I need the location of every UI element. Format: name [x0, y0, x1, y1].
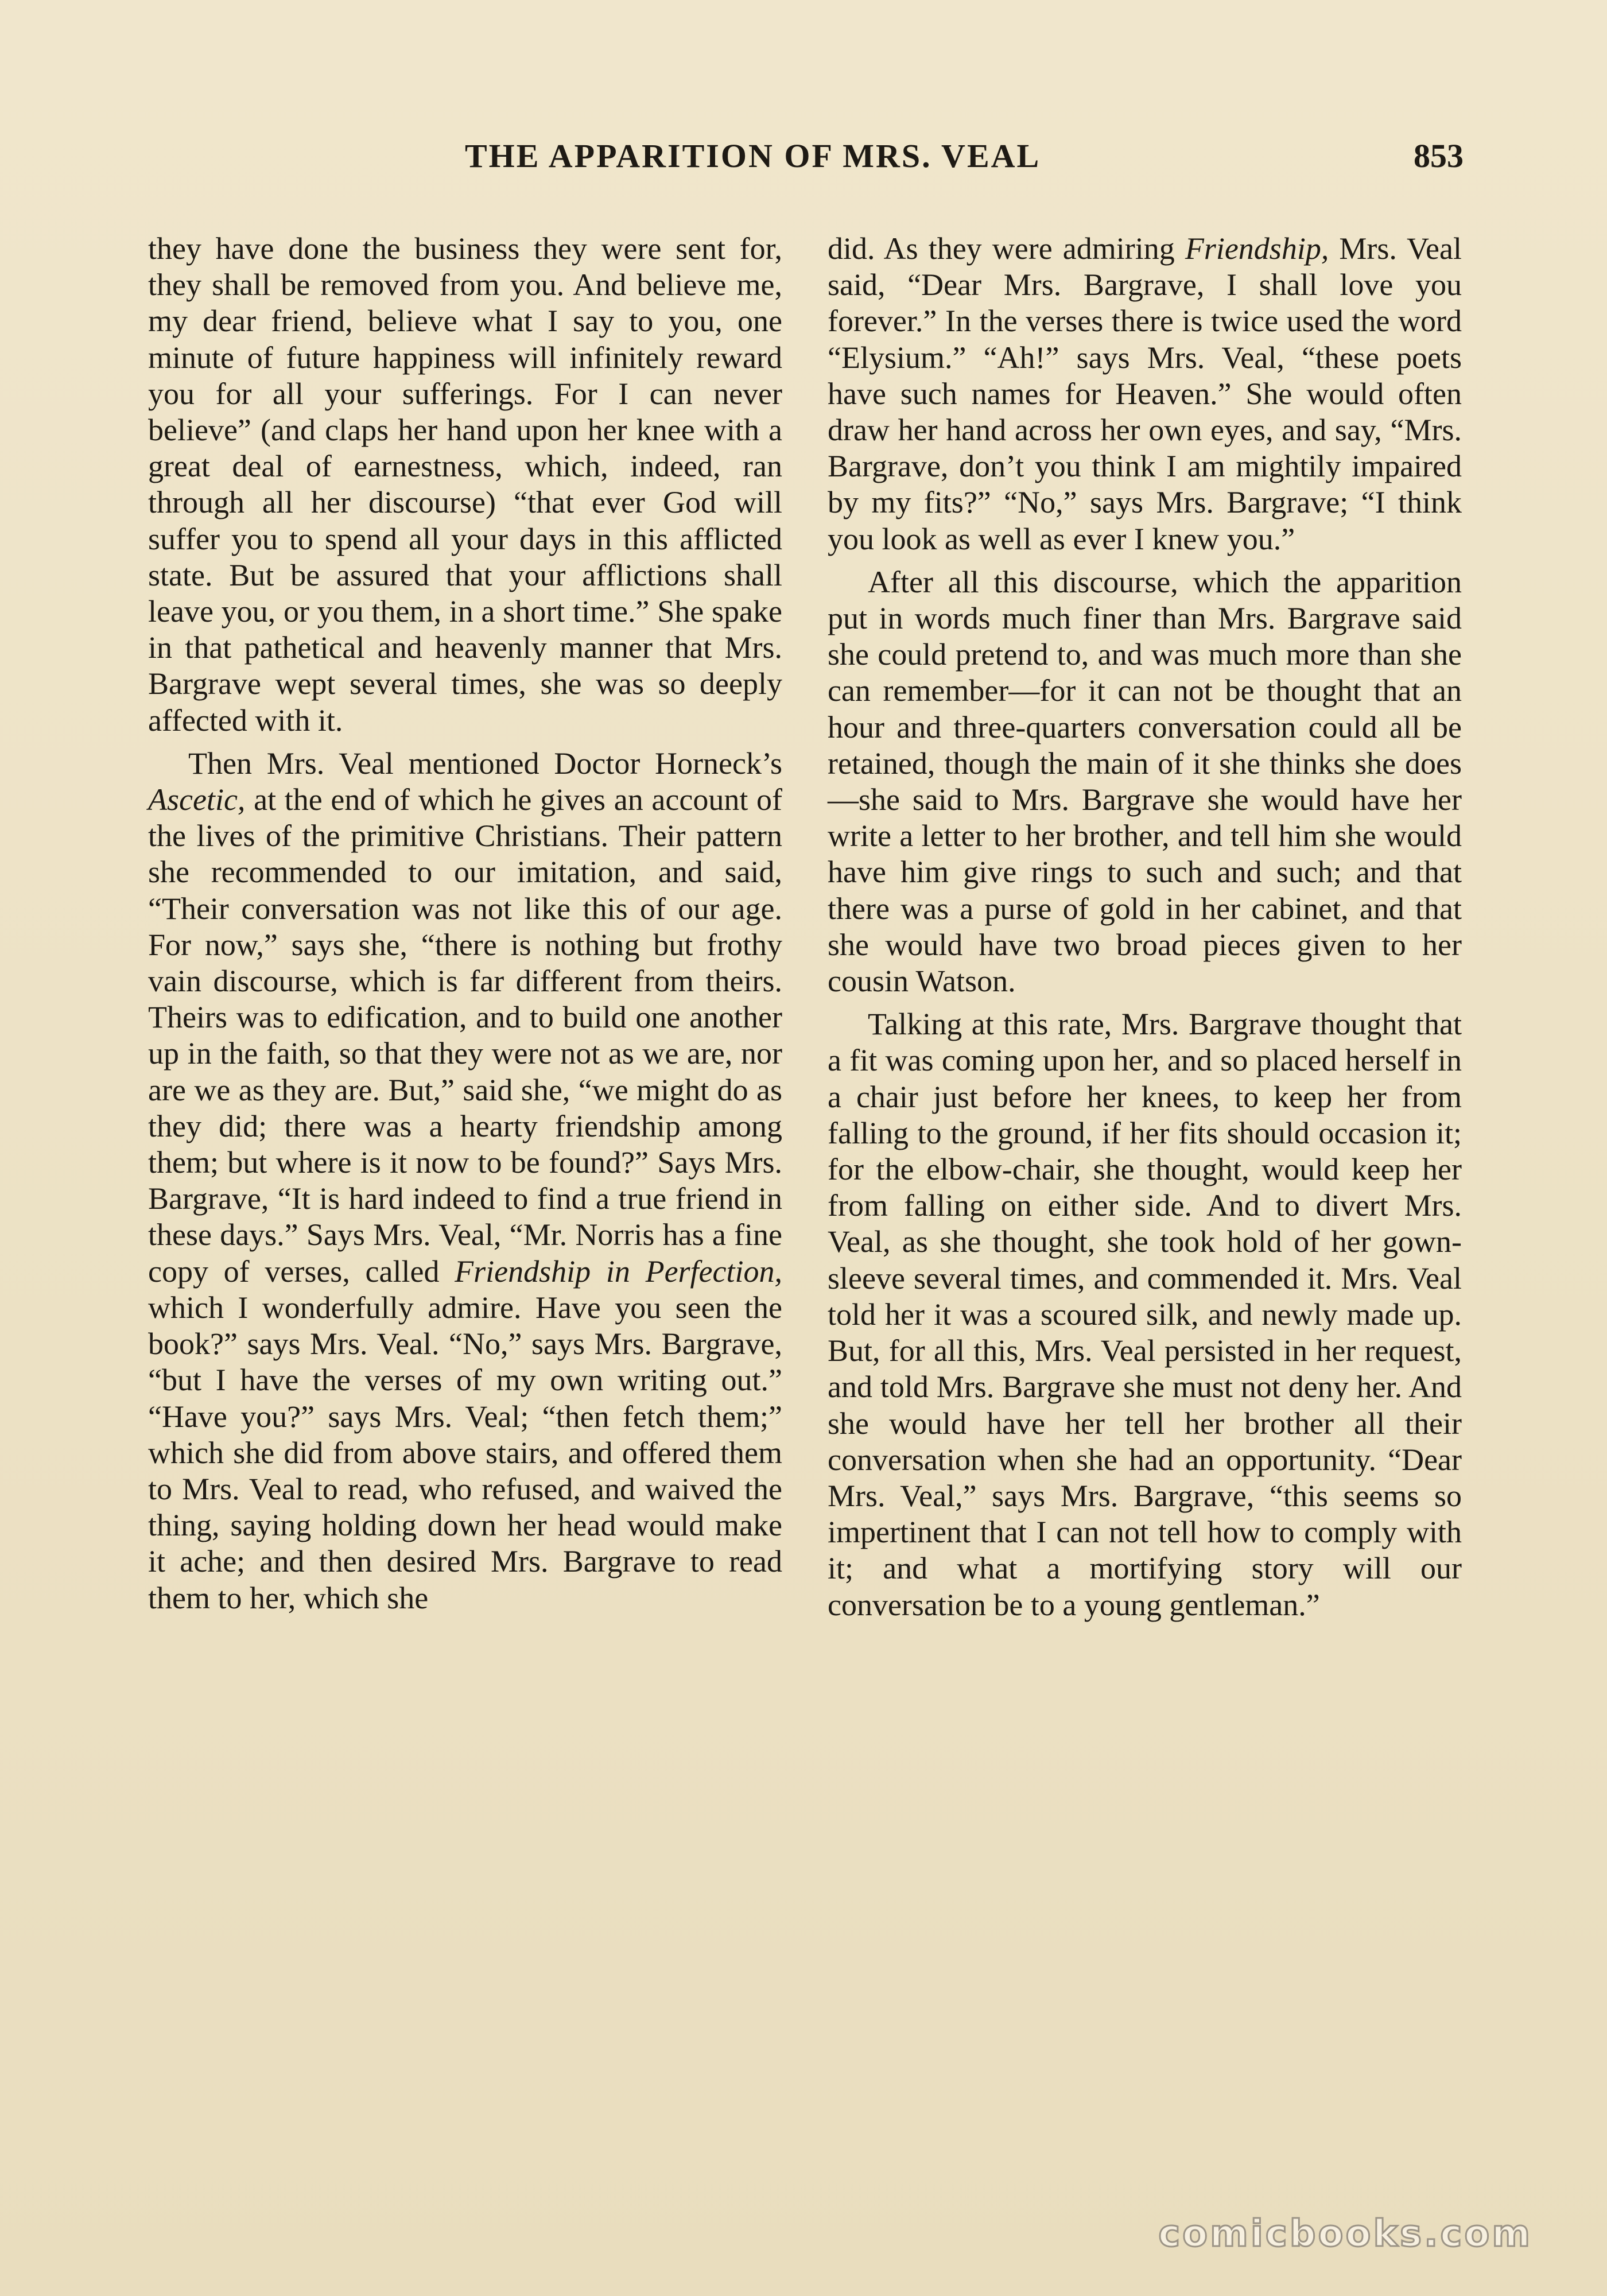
poem-title-friendship: Friendship,: [1185, 231, 1329, 266]
paragraph: Talking at this rate, Mrs. Bargrave thought that a fit was coming upon her, and so placed herself in a chair just before her knees, to keep her from falling to the ground, if her fits should occasion it; for the elbow-chair, she thought, would keep her from falling on either side. And to divert Mrs. Veal, as she thought, she took hold of her gown-sleeve several times, and commended it. Mrs. Veal told her it was a scoured silk, and newly made up. But, for all this, Mrs. Veal persisted in her request, and told Mrs. Bargrave she must not deny her. And she would have her tell her brother all their conversation when she had an opportunity. “Dear Mrs. Veal,” says Mrs. Bargrave, “this seems so impertinent that I can not tell how to comply with it; and what a mortifying story will our conversation be to a young gentleman.”: [828, 1007, 1462, 1622]
watermark: comicbooks.com: [1158, 2213, 1532, 2255]
book-title-ascetic: Ascetic,: [148, 782, 246, 817]
book-title-friendship-in-perfection: Friendship in Perfection,: [455, 1254, 783, 1289]
running-title: THE APPARITION OF MRS. VEAL: [465, 137, 1041, 174]
text-run: Mrs. Veal said, “Dear Mrs. Bargrave, I shall love you forever.” In the verses there is twice used the word “Elysium.” “Ah!” says Mrs. Veal, “these poets have such names for Heaven.” She would often draw her hand across her own eyes, and say, “Mrs. Bargrave, don’t you think I am mightily impaired by my fits?” “No,” says Mrs. Bargrave; “I think you look as well as ever I knew you.”: [828, 231, 1462, 556]
running-head: [146, 133, 1464, 179]
text-run: Then Mrs. Veal mentioned Doctor Horneck’s: [188, 746, 782, 781]
right-column: [828, 231, 1462, 1623]
page-number: 853: [1414, 137, 1464, 174]
paragraph: [148, 746, 782, 1616]
text-run: which I wonderfully admire. Have you seen the book?” says Mrs. Veal. “No,” says Mrs. Bargrave, “but I have the verses of my own writing out.” “Have you?” says Mrs. Veal; “then fetch them;” which she did from above stairs, and offered them to Mrs. Veal to read, who refused, and waived the thing, saying holding down her head would make it ache; and then desired Mrs. Bargrave to read them to her, which she: [148, 1290, 782, 1615]
text-run: did. As they were admiring: [828, 231, 1185, 266]
paragraph: After all this discourse, which the apparition put in words much finer than Mrs. Bargrave said she could pretend to, and was much more than she can remember—for it can not be thought that an hour and three-quarters conversation could all be retained, though the main of it she thinks she does—she said to Mrs. Bargrave she would have her write a letter to her brother, and tell him she would have him give rings to such and such; and that there was a purse of gold in her cabinet, and that she would have two broad pieces given to her cousin Watson.: [828, 564, 1462, 999]
paragraph: [828, 231, 1462, 557]
text-run: at the end of which he gives an account of the lives of the primitive Christians. Their pattern she recommended to our imitation, and said, “Their conversation was not like this of our age. For now,” says she, “there is nothing but frothy vain discourse, which is far different from theirs. Theirs was to edification, and to build one another up in the faith, so that they were not as we are, nor are we as they are. But,” said she, “we might do as they did; there was a hearty friendship among them; but where is it now to be found?” Says Mrs. Bargrave, “It is hard indeed to find a true friend in these days.” Says Mrs. Veal, “Mr. Norris has a fine copy of verses, called: [148, 782, 782, 1289]
left-column: [148, 231, 782, 1616]
paragraph: they have done the business they were sent for, they shall be removed from you. And believe me, my dear friend, believe what I say to you, one minute of future happiness will infinitely reward you for all your sufferings. For I can never believe” (and claps her hand upon her knee with a great deal of earnestness, which, indeed, ran through all her discourse) “that ever God will suffer you to spend all your days in this afflicted state. But be assured that your afflictions shall leave you, or you them, in a short time.” She spake in that pathetical and heavenly manner that Mrs. Bargrave wept several times, she was so deeply affected with it.: [148, 231, 782, 738]
